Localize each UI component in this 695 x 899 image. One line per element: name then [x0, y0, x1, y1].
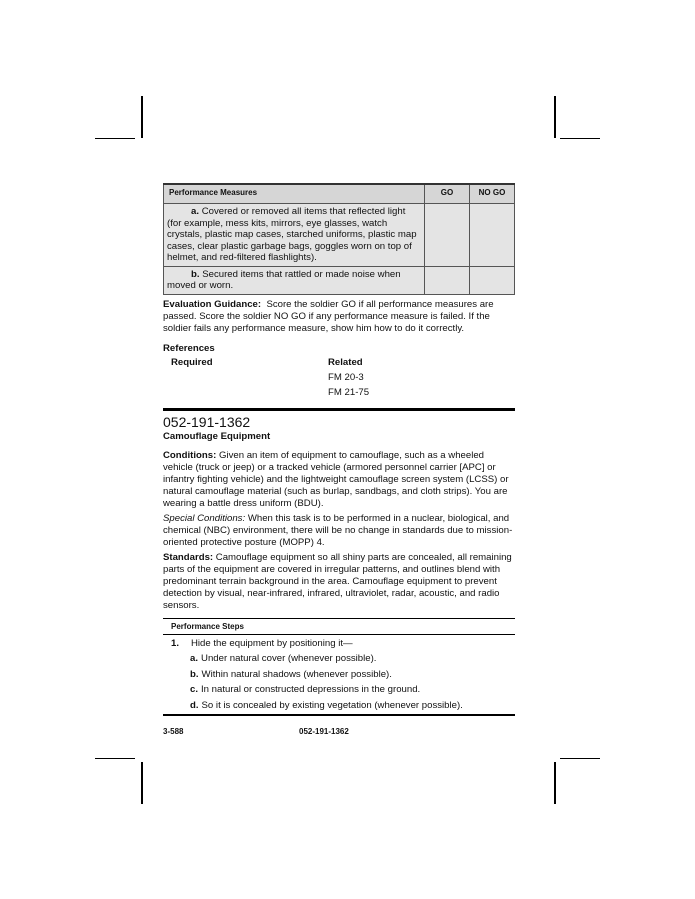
sub-step-letter: c. — [190, 684, 199, 695]
sub-step — [163, 682, 515, 698]
step-number: 1. — [171, 637, 180, 649]
measure-letter: b. — [191, 268, 200, 280]
step-text: Hide the equipment by positioning it— — [191, 637, 353, 649]
special-conditions-text: When this task is to be performed in a nuclear, biological, and chemical (NBC) environment, there will be no change in standards due to mission-oriented protective posture (MOPP) 4. — [163, 512, 513, 548]
measure-text: Covered or removed all items that reflected light (for example, mess kits, mirrors, eye glasses, watch crystals, plastic map cases, starched uniforms, plastic map cases, clear plastic garbage bags, goggles worn on top of helmet, and red-filtered flashlights). — [167, 206, 417, 263]
task-number: 052-191-1362 — [163, 413, 251, 430]
header-performance-measures: Performance Measures — [164, 184, 425, 204]
table-row — [164, 266, 515, 294]
task-title: Camouflage Equipment — [163, 430, 271, 442]
crop-mark — [141, 96, 143, 138]
performance-steps-heading: Performance Steps — [163, 618, 515, 635]
sub-step-text: Under natural cover (whenever possible). — [201, 653, 377, 664]
required-label: Required — [171, 356, 213, 368]
no-go-cell — [470, 204, 515, 267]
evaluation-guidance — [163, 299, 515, 335]
standards-text: Camouflage equipment so all shiny parts are concealed, all remaining parts of the equipment are covered in irregular patterns, and outlines blend with predominant terrain background in the area. Camouflage equipment to prevent detection by visual, near-infrared, infrared, ultraviolet, radar, acoustic, and radio sensors. — [163, 551, 512, 611]
go-cell — [425, 266, 470, 294]
references-heading: References — [163, 342, 215, 354]
no-go-cell — [470, 266, 515, 294]
sub-step-letter: b. — [190, 668, 199, 680]
sub-step-letter: d. — [190, 699, 199, 711]
crop-mark — [95, 138, 135, 139]
sub-step — [163, 651, 515, 667]
evaluation-label: Evaluation Guidance: — [163, 298, 262, 310]
sub-step-text: In natural or constructed depressions in the ground. — [201, 684, 421, 695]
related-reference: FM 20-3 — [328, 371, 364, 383]
measure-a — [164, 204, 425, 267]
footer-task-id: 052-191-1362 — [299, 727, 349, 736]
measure-text: Secured items that rattled or made noise when moved or worn. — [167, 268, 401, 291]
conditions-label: Conditions: — [163, 449, 217, 461]
sub-step — [163, 698, 515, 714]
page-number: 3-588 — [163, 727, 184, 736]
header-no-go: NO GO — [470, 184, 515, 204]
evaluation-text: Score the soldier GO if all performance measures are passed. Score the soldier NO GO if any performance measure is failed. If the soldier fails any performance measure, show him how to do it correctly. — [163, 298, 494, 334]
measure-b — [164, 266, 425, 294]
standards — [163, 552, 515, 612]
crop-mark — [95, 758, 135, 759]
header-go: GO — [425, 184, 470, 204]
sub-step — [163, 667, 515, 683]
sub-step-letter: a. — [190, 653, 199, 664]
conditions-text: Given an item of equipment to camouflage, such as a wheeled vehicle (truck or jeep) or a tracked vehicle (armored personnel carrier [APC] or infantry fighting vehicle) and the lightweight camouflage screen system (LCSS) or natural camouflage material (such as burlap, sandbags, and cloth strips). You are wearing a battle dress uniform (BDU). — [163, 449, 509, 509]
performance-measures-table — [163, 183, 515, 295]
special-conditions — [163, 513, 515, 549]
references-labels — [163, 355, 515, 370]
sub-step-text: So it is concealed by existing vegetation (whenever possible). — [201, 699, 463, 711]
performance-step — [163, 636, 515, 652]
table-header-row — [164, 184, 515, 204]
section-end-rule — [163, 714, 515, 716]
measure-letter: a. — [191, 206, 200, 217]
go-cell — [425, 204, 470, 267]
crop-mark — [560, 758, 600, 759]
section-divider — [163, 408, 515, 411]
conditions — [163, 450, 515, 510]
crop-mark — [554, 96, 556, 138]
crop-mark — [141, 762, 143, 804]
crop-mark — [554, 762, 556, 804]
special-conditions-label: Special Conditions: — [163, 512, 246, 524]
related-reference: FM 21-75 — [328, 386, 370, 398]
page-content — [163, 183, 515, 716]
sub-step-text: Within natural shadows (whenever possible). — [201, 668, 392, 680]
table-row — [164, 204, 515, 267]
standards-label: Standards: — [163, 551, 214, 563]
crop-mark — [560, 138, 600, 139]
related-label: Related — [328, 356, 363, 368]
